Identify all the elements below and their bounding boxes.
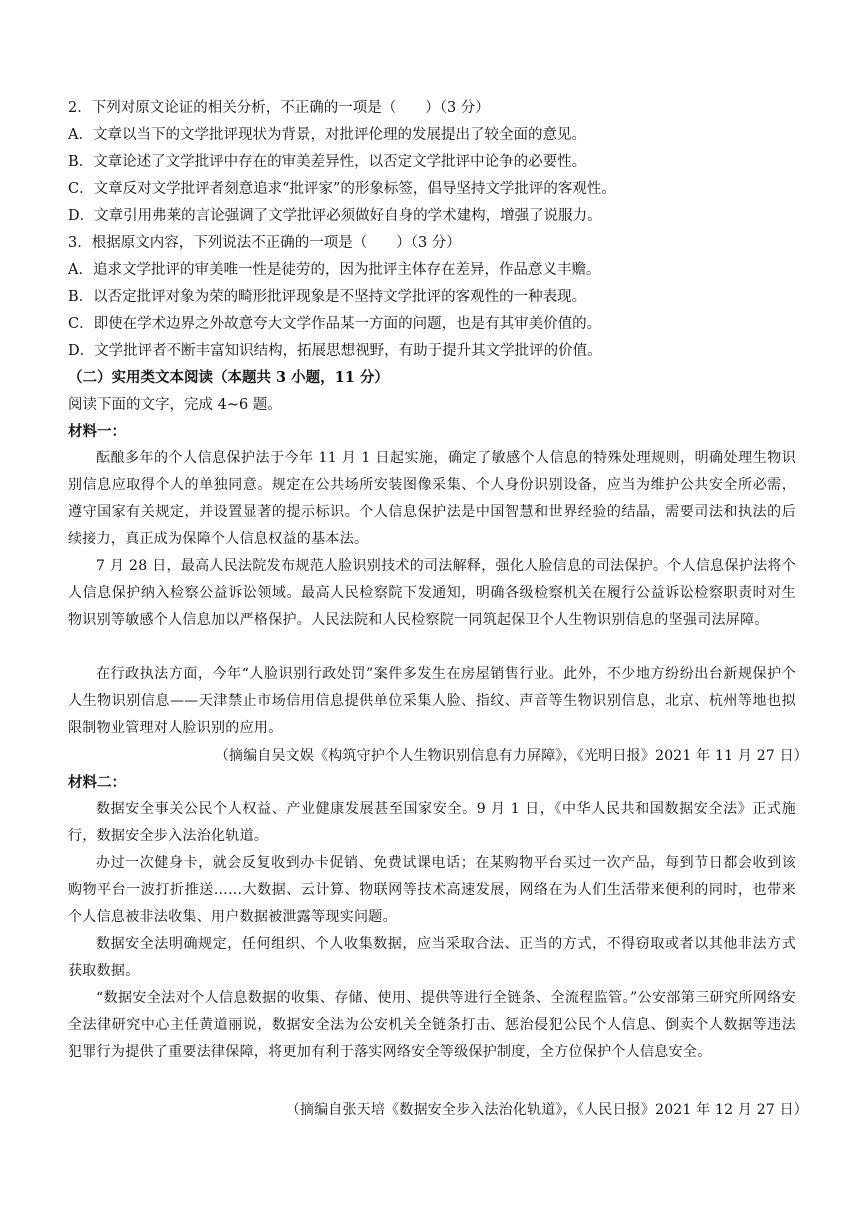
material-2-paragraph-4: “数据安全法对个人信息数据的收集、存储、使用、提供等进行全链条、全流程监管。”公安部第三研究所网络安全法律研究中心主任黄道丽说，数据安全法为公安机关全链条打击、惩治侵犯公民个人信息、倒卖个人数据等违法犯罪行为提供了重要法律保障，将更加有利于落实网络安全等级保护制度，全方位保护个人信息安全。 <box>68 990 796 1060</box>
question-2-option-c: C．文章反对文学批评者刻意追求“批评家”的形象标签，倡导坚持文学批评的客观性。 <box>68 181 616 197</box>
section-instruction: 阅读下面的文字，完成 4~6 题。 <box>68 397 282 413</box>
question-2-stem: 2．下列对原文论证的相关分析，不正确的一项是（ ）（3 分） <box>68 100 490 116</box>
material-1-label: 材料一： <box>68 423 126 440</box>
question-3-option-d: D．文学批评者不断丰富知识结构，拓展思想视野，有助于提升其文学批评的价值。 <box>68 343 602 359</box>
question-3-option-c: C．即使在学术边界之外故意夸大文学作品某一方面的问题，也是有其审美价值的。 <box>68 316 602 332</box>
question-3-stem: 3．根据原文内容，下列说法不正确的一项是（ ）（3 分） <box>68 235 461 251</box>
question-2-option-b: B．文章论述了文学批评中存在的审美差异性，以否定文学批评中论争的必要性。 <box>68 154 587 170</box>
material-1-source: （摘编自吴文娱《构筑守护个人生物识别信息有力屏障》，《光明日报》2021 年 11 月 27 日） <box>214 748 808 764</box>
material-1-paragraph-1: 酝酿多年的个人信息保护法于今年 11 月 1 日起实施，确定了敏感个人信息的特殊处理规则，明确处理生物识别信息应取得个人的单独同意。规定在公共场所安装图像采集、个人身份识别设备，应当为维护公共安全所必需，遵守国家有关规定，并设置显著的提示标识。个人信息保护法是中国智慧和世界经验的结晶，需要司法和执法的后续接力，真正成为保障个人信息权益的基本法。 <box>68 450 796 547</box>
section-heading: （二）实用类文本阅读（本题共 3 小题，11 分） <box>68 369 389 386</box>
material-2-paragraph-3: 数据安全法明确规定，任何组织、个人收集数据，应当采取合法、正当的方式，不得窃取或者以其他非法方式获取数据。 <box>68 936 796 979</box>
material-2-label: 材料二： <box>68 774 126 791</box>
material-2-paragraph-2: 办过一次健身卡，就会反复收到办卡促销、免费试课电话；在某购物平台买过一次产品，每到节日都会收到该购物平台一波打折推送……大数据、云计算、物联网等技术高速发展，网络在为人们生活带来便利的同时，也带来个人信息被非法收集、用户数据被泄露等现实问题。 <box>68 855 796 925</box>
material-2-paragraph-1: 数据安全事关公民个人权益、产业健康发展甚至国家安全。9 月 1 日，《中华人民共和国数据安全法》正式施行，数据安全步入法治化轨道。 <box>68 801 796 844</box>
material-1-paragraph-3: 在行政执法方面，今年“人脸识别行政处罚”案件多发生在房屋销售行业。此外，不少地方纷纷出台新规保护个人生物识别信息——天津禁止市场信用信息提供单位采集人脸、指纹、声音等生物识别信息，北京、杭州等地也拟限制物业管理对人脸识别的应用。 <box>68 666 796 736</box>
material-2-source: （摘编自张天培《数据安全步入法治化轨道》，《人民日报》2021 年 12 月 27 日） <box>285 1102 808 1118</box>
question-3-option-b: B．以否定批评对象为荣的畸形批评现象是不坚持文学批评的客观性的一种表现。 <box>68 289 587 305</box>
question-3-option-a: A．追求文学批评的审美唯一性是徒劳的，因为批评主体存在差异，作品意义丰赡。 <box>68 262 601 278</box>
material-1-paragraph-2: 7 月 28 日，最高人民法院发布规范人脸识别技术的司法解释，强化人脸信息的司法保护。个人信息保护法将个人信息保护纳入检察公益诉讼领域。最高人民检察院下发通知，明确各级检察机关在履行公益诉讼检察职责时对生物识别等敏感个人信息加以严格保护。人民法院和人民检察院一同筑起保卫个人生物识别信息的坚强司法屏障。 <box>68 558 796 628</box>
question-2-option-d: D．文章引用弗莱的言论强调了文学批评必须做好自身的学术建构，增强了说服力。 <box>68 208 602 224</box>
question-2-option-a: A．文章以当下的文学批评现状为背景，对批评伦理的发展提出了较全面的意见。 <box>68 127 586 143</box>
